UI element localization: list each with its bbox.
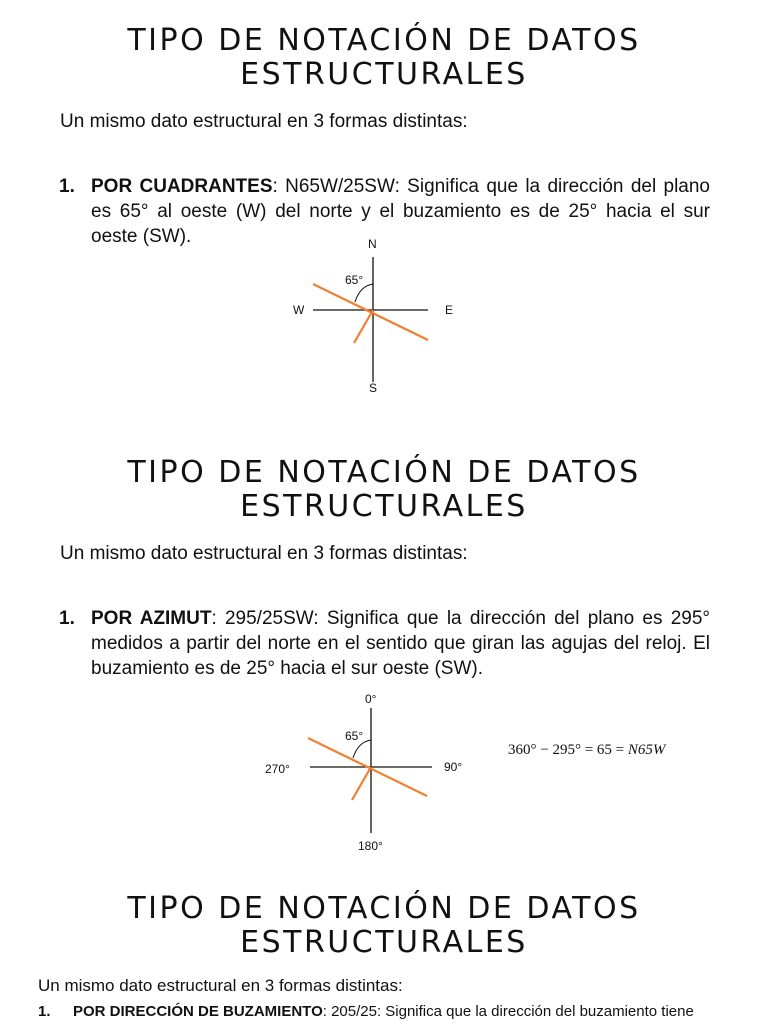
angle-label: 65° xyxy=(345,729,364,743)
section2-compass-diagram xyxy=(260,688,480,863)
section2-title-line1: TIPO DE NOTACIÓN DE DATOS xyxy=(127,455,641,490)
azimuth-formula xyxy=(508,742,665,759)
formula-result: N65W xyxy=(627,742,666,758)
section3-intro: Un mismo dato estructural en 3 formas distintas: xyxy=(38,976,403,995)
section3-item xyxy=(38,1003,738,1020)
section1-title xyxy=(0,24,768,92)
section1-title-line1: TIPO DE NOTACIÓN DE DATOS xyxy=(127,23,641,58)
section3-item-text: : 205/25: Significa que la dirección del buzamiento tiene xyxy=(322,1003,694,1020)
strike-line xyxy=(313,284,428,340)
section2-item xyxy=(59,606,710,681)
west-label: 270° xyxy=(265,762,290,776)
section2-item-label: POR AZIMUT xyxy=(91,608,212,629)
section2-item-body xyxy=(59,606,710,681)
section2-intro: Un mismo dato estructural en 3 formas distintas: xyxy=(60,543,468,564)
section1-item-number: 1. xyxy=(59,176,75,197)
section3-title-line1: TIPO DE NOTACIÓN DE DATOS xyxy=(127,891,641,926)
south-label: 180° xyxy=(358,839,383,853)
section1-title-line2: ESTRUCTURALES xyxy=(240,57,528,92)
section1-intro: Un mismo dato estructural en 3 formas distintas: xyxy=(60,111,468,132)
section1-item-label: POR CUADRANTES xyxy=(91,176,273,197)
section3-title xyxy=(0,892,768,960)
section3-item-label: POR DIRECCIÓN DE BUZAMIENTO xyxy=(73,1003,323,1020)
section2-title-line2: ESTRUCTURALES xyxy=(240,489,528,524)
north-label: 0° xyxy=(365,692,377,706)
dip-line xyxy=(352,767,371,800)
south-label: S xyxy=(369,381,378,395)
angle-label: 65° xyxy=(345,273,364,287)
east-label: 90° xyxy=(444,760,463,774)
section3-title-line2: ESTRUCTURALES xyxy=(240,925,528,960)
section1-compass-diagram xyxy=(280,232,460,403)
west-label: W xyxy=(293,303,305,317)
dip-line xyxy=(354,310,373,343)
formula-left: 360° − 295° = 65 = xyxy=(508,742,628,758)
section2-item-number: 1. xyxy=(59,608,75,629)
section2-item-text: : 295/25SW: Significa que la dirección del plano es 295° medidos a partir del norte en el sentido que giran las agujas del reloj. El buzamiento es de 25° hacia el sur oeste (SW). xyxy=(91,608,710,679)
section3-item-number: 1. xyxy=(38,1003,51,1020)
north-label: N xyxy=(368,237,377,251)
section1-item-text: : N65W/25SW: Significa que la dirección del plano es 65° al oeste (W) del norte y el buzamiento es de 25° hacia el sur oeste (SW). xyxy=(91,176,710,247)
east-label: E xyxy=(445,303,454,317)
section2-title xyxy=(0,456,768,524)
